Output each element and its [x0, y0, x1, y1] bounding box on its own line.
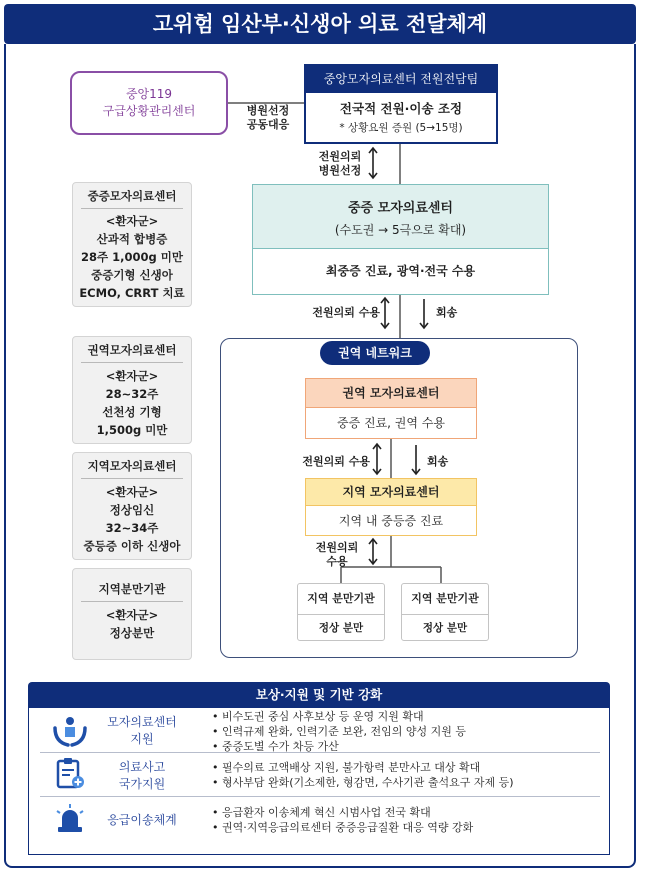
local-center-name: 지역 모자의료센터	[306, 479, 476, 506]
support-bullets	[212, 805, 473, 835]
left-panel-line: 중증기형 신생아	[91, 268, 173, 282]
support-bullets	[212, 709, 466, 754]
left-panel-line: <환자군>	[105, 608, 159, 622]
birth-facility-role: 정상 분만	[318, 622, 364, 634]
support-label-line2: 국가지원	[118, 777, 166, 791]
support-bullet: • 형사부담 완화(기소제한, 형감면, 수사기관 출석요구 자제 등)	[212, 776, 514, 789]
arrow2-right-label: 회송	[436, 306, 458, 319]
central-transfer-team-box	[304, 64, 498, 144]
support-row-label	[92, 759, 192, 793]
left-panel-line: 1,500g 미만	[96, 423, 168, 437]
center-119-name: 중앙119	[125, 87, 173, 101]
severe-center-header	[253, 185, 548, 249]
regional-center-role: 중증 진료, 권역 수용	[337, 416, 445, 430]
support-bullet: • 응급환자 이송체계 혁신 시범사업 전국 확대	[212, 806, 431, 819]
left-panel-header: 중증모자의료센터	[81, 183, 183, 209]
regional-arrow-left-label: 전원의뢰 수용	[302, 455, 370, 468]
link-119-label	[238, 104, 298, 132]
left-panel-line: 32~34주	[105, 521, 159, 535]
local-center-role: 지역 내 중등증 진료	[338, 514, 444, 528]
left-panel-line: 산과적 합병증	[96, 232, 168, 246]
left-panel-line: <환자군>	[105, 369, 159, 383]
regional-maternal-center-box	[305, 378, 477, 439]
support-bullet: • 필수의료 고액배상 지원, 불가항력 분만사고 대상 확대	[212, 761, 481, 774]
arrow1-line2: 병원선정	[318, 164, 362, 177]
left-panel-line: ECMO, CRRT 치료	[79, 286, 185, 300]
left-panel-birth	[72, 568, 192, 660]
left-panel-line: 정상분만	[109, 626, 155, 640]
left-panel-line: 정상임신	[109, 503, 155, 517]
left-panel-line: 선천성 기형	[102, 405, 162, 419]
central-team-header: 중앙모자의료센터 전원전담팀	[306, 66, 496, 93]
central-team-main: 전국적 전원·이송 조정	[339, 101, 463, 116]
arrow1-label	[312, 150, 368, 178]
arrow2-left-label: 전원의뢰 수용	[312, 306, 380, 319]
support-label-line2: 지원	[130, 732, 154, 746]
birth-facility-box	[401, 583, 489, 641]
regional-arrow-right-label: 회송	[427, 455, 449, 468]
regional-center-name: 권역 모자의료센터	[306, 379, 476, 408]
left-panel-header: 권역모자의료센터	[81, 337, 183, 363]
support-bullet: • 권역·지역응급의료센터 중증응급질환 대응 역량 강화	[212, 821, 474, 834]
left-panel-regional	[72, 336, 192, 444]
arrow-down-1-icon	[420, 299, 428, 328]
support-bullet: • 비수도권 중심 사후보상 등 운영 지원 확대	[212, 710, 424, 723]
support-label-line1: 의료사고	[118, 760, 166, 774]
left-panel-line: <환자군>	[105, 485, 159, 499]
birth-facility-role: 정상 분만	[422, 622, 468, 634]
left-panel-severe	[72, 182, 192, 307]
left-panel-header: 지역모자의료센터	[81, 453, 183, 479]
center-119-subname: 구급상황관리센터	[102, 104, 196, 118]
support-label-line1: 응급이송체계	[107, 813, 177, 827]
birth-facility-name: 지역 분만기관	[402, 584, 488, 615]
arrow-updown-1-icon	[369, 148, 377, 178]
birth-facility-name: 지역 분만기관	[298, 584, 384, 615]
severe-maternal-center-box	[252, 184, 549, 295]
left-panel-header: 지역분만기관	[81, 569, 183, 602]
central-team-sub: * 상황요원 증원 (5→15명)	[339, 122, 463, 134]
local-arrow-line1: 전원의뢰	[315, 541, 359, 554]
severe-center-role: 최중증 진료, 광역·전국 수용	[325, 264, 476, 278]
support-row-label	[92, 714, 192, 748]
left-panel-line: <환자군>	[105, 214, 159, 228]
page-title: 고위험 임산부·신생아 의료 전달체계	[4, 4, 636, 44]
support-bullets	[212, 760, 514, 790]
severe-center-expand: (수도권 → 5극으로 확대)	[334, 223, 467, 237]
medical-document-icon	[54, 757, 86, 791]
support-row-label	[92, 812, 192, 829]
left-panel-line: 28주 1,000g 미만	[81, 250, 183, 264]
arrow1-line1: 전원의뢰	[318, 150, 362, 163]
left-panel-line: 28~32주	[105, 387, 159, 401]
support-label-line1: 모자의료센터	[107, 715, 177, 729]
emergency-siren-icon	[52, 803, 88, 835]
link-119-line1: 병원선정	[246, 104, 290, 117]
local-arrow-label	[308, 541, 366, 569]
center-119-box	[70, 71, 228, 135]
arrow-updown-2-icon	[381, 298, 389, 328]
left-panel-line: 중등증 이하 신생아	[83, 539, 181, 553]
support-bullet: • 중증도별 수가 차등 가산	[212, 740, 339, 753]
local-maternal-center-box	[305, 478, 477, 536]
hands-person-icon	[52, 714, 88, 748]
left-panel-local	[72, 452, 192, 560]
birth-facility-box	[297, 583, 385, 641]
regional-network-badge: 권역 네트워크	[320, 341, 430, 365]
support-bullet: • 인력규제 완화, 인력기준 보완, 전임의 양성 지원 등	[212, 725, 466, 738]
severe-center-name: 중증 모자의료센터	[348, 201, 453, 216]
support-divider	[40, 796, 600, 797]
link-119-line2: 공동대응	[246, 118, 290, 131]
support-header: 보상·지원 및 기반 강화	[28, 682, 610, 708]
local-arrow-line2: 수용	[326, 555, 348, 568]
